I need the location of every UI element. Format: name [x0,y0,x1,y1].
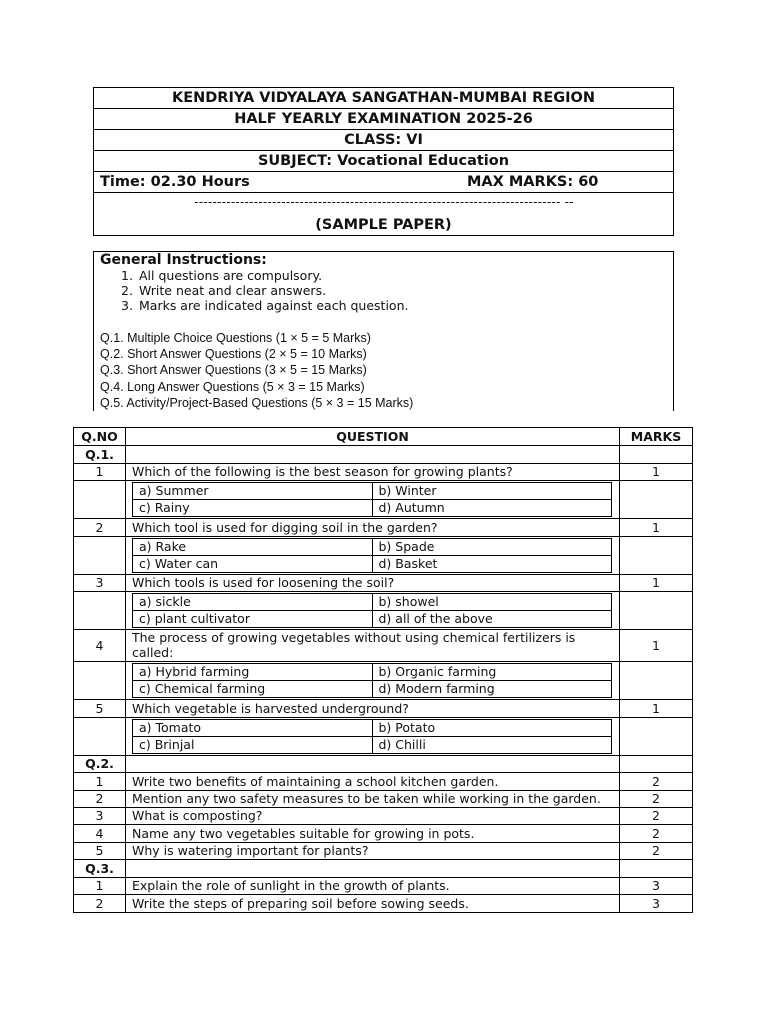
question-marks: 2 [620,807,693,825]
question-text: Mention any two safety measures to be taken while working in the garden. [126,790,620,807]
question-text: Why is watering important for plants? [126,842,620,860]
option: b) Potato [372,719,612,736]
section-row-q3 [74,860,693,878]
table-header-row [74,428,693,446]
question-number: 3 [74,807,126,825]
school-name: KENDRIYA VIDYALAYA SANGATHAN-MUMBAI REGION [94,88,673,109]
exam-title: HALF YEARLY EXAMINATION 2025-26 [94,109,673,130]
table-row [74,807,693,825]
marks-line: Q.1. Multiple Choice Questions (1 × 5 = 5 Marks) [100,331,371,345]
question-number: 1 [74,463,126,481]
paper-header [93,87,674,236]
section-label: Q.3. [74,860,126,878]
question-text: What is composting? [126,807,620,825]
option: a) sickle [133,594,373,611]
section-label: Q.2. [74,755,126,773]
time-label: Time: 02.30 Hours [100,174,250,190]
question-text: Write two benefits of maintaining a school kitchen garden. [126,773,620,791]
question-marks: 2 [620,773,693,791]
question-text: The process of growing vegetables without using chemical fertilizers is called: [126,630,620,662]
marks-line: Q.4. Long Answer Questions (5 × 3 = 15 Marks) [100,379,365,394]
marks-line: Q.2. Short Answer Questions (2 × 5 = 10 Marks) [100,347,367,362]
time-row [94,172,673,193]
dashed-separator: -------------------------------------------------------------------------------- -- [194,195,574,209]
header-question: QUESTION [126,428,620,446]
options-grid [132,593,612,628]
table-row [74,463,693,481]
table-row [74,877,693,895]
sample-paper-label: (SAMPLE PAPER) [315,217,452,233]
option: b) Spade [372,538,612,555]
instruction-item: 2. Write neat and clear answers. [121,283,327,298]
instruction-item: 1. All questions are compulsory. [121,268,323,283]
section-label: Q.1. [74,446,126,464]
option: a) Tomato [133,719,373,736]
options-row [74,536,693,574]
question-marks: 2 [620,825,693,843]
question-marks: 2 [620,842,693,860]
question-marks: 1 [620,519,693,537]
table-row [74,825,693,843]
question-marks: 1 [620,630,693,662]
option: b) showel [372,594,612,611]
section-row-q1 [74,446,693,464]
question-table [73,427,693,913]
option: d) Modern farming [372,681,612,698]
option: d) all of the above [372,611,612,628]
question-text: Which tool is used for digging soil in the garden? [126,519,620,537]
table-row [74,574,693,592]
options-grid [132,719,612,754]
option: d) Autumn [372,500,612,517]
options-grid [132,663,612,698]
question-number: 4 [74,825,126,843]
instructions-title: General Instructions: [100,252,267,268]
table-row [74,519,693,537]
options-row [74,592,693,630]
header-qno: Q.NO [74,428,126,446]
option: d) Chilli [372,736,612,753]
option: c) Chemical farming [133,681,373,698]
question-marks: 1 [620,574,693,592]
options-grid [132,538,612,573]
option: c) Water can [133,555,373,572]
table-row [74,773,693,791]
option: a) Summer [133,483,373,500]
question-text: Write the steps of preparing soil before sowing seeds. [126,895,620,913]
general-instructions [93,251,674,411]
table-row [74,895,693,913]
option: b) Winter [372,483,612,500]
question-marks: 3 [620,895,693,913]
option: c) plant cultivator [133,611,373,628]
class-label: CLASS: VI [94,130,673,151]
question-number: 2 [74,790,126,807]
header-marks: MARKS [620,428,693,446]
question-number: 2 [74,895,126,913]
option: c) Brinjal [133,736,373,753]
marks-line: Q.5. Activity/Project-Based Questions (5 × 3 = 15 Marks) [100,395,414,410]
table-row [74,700,693,718]
question-number: 1 [74,773,126,791]
question-text: Which of the following is the best season for growing plants? [126,463,620,481]
question-marks: 1 [620,700,693,718]
table-row [74,790,693,807]
instruction-item: 3. Marks are indicated against each question. [121,298,409,313]
option: d) Basket [372,555,612,572]
options-row [74,662,693,700]
question-number: 5 [74,700,126,718]
option: b) Organic farming [372,664,612,681]
question-text: Explain the role of sunlight in the growth of plants. [126,877,620,895]
question-marks: 3 [620,877,693,895]
question-marks: 1 [620,463,693,481]
section-row-q2 [74,755,693,773]
options-row [74,481,693,519]
question-marks: 2 [620,790,693,807]
table-row [74,842,693,860]
option: a) Rake [133,538,373,555]
marks-line: Q.3. Short Answer Questions (3 × 5 = 15 Marks) [100,363,367,378]
table-row [74,630,693,662]
question-number: 5 [74,842,126,860]
instructions-list [121,268,408,313]
subject-label: SUBJECT: Vocational Education [94,151,673,172]
option: c) Rainy [133,500,373,517]
option: a) Hybrid farming [133,664,373,681]
marks-distribution [100,330,413,411]
question-text: Which tools is used for loosening the soil? [126,574,620,592]
question-text: Name any two vegetables suitable for growing in pots. [126,825,620,843]
question-number: 2 [74,519,126,537]
question-number: 1 [74,877,126,895]
question-number: 4 [74,630,126,662]
question-text: Which vegetable is harvested underground? [126,700,620,718]
max-marks-label: MAX MARKS: 60 [467,174,599,190]
sample-row [94,193,673,235]
question-number: 3 [74,574,126,592]
options-row [74,717,693,755]
options-grid [132,482,612,517]
